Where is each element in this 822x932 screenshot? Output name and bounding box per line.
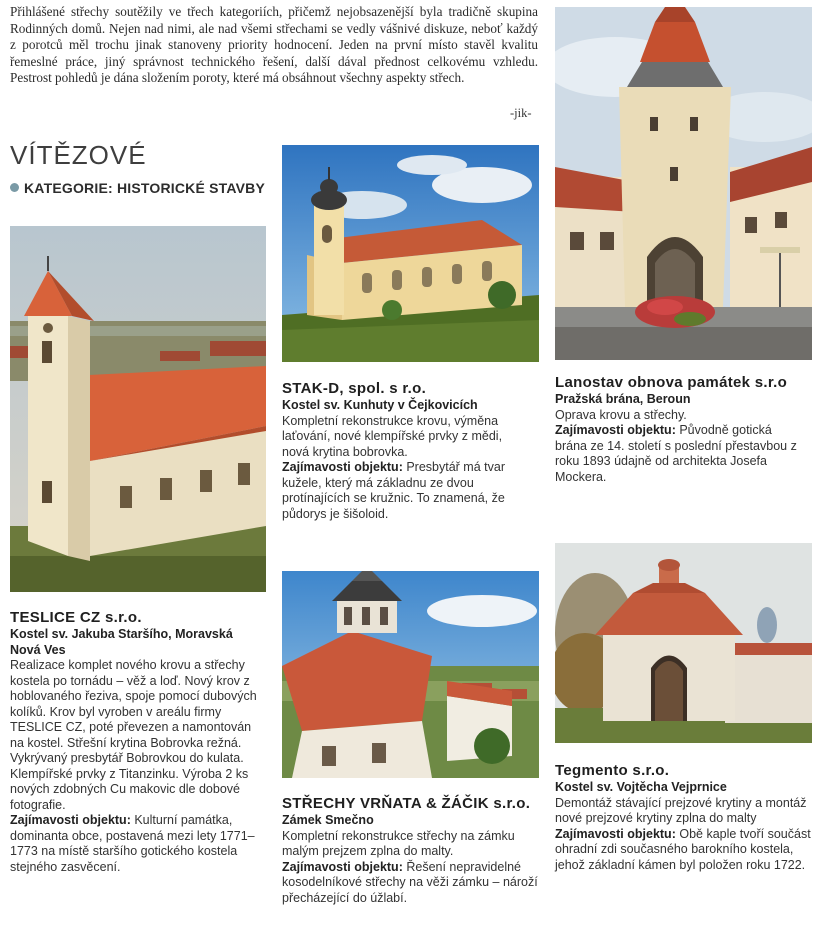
- photo-kostel-vejprnice: [555, 543, 812, 743]
- chapel-illustration: [555, 543, 812, 743]
- category-label: KATEGORIE: HISTORICKÉ STAVBY: [24, 180, 266, 196]
- interest-text: Původně gotická brána ze 14. století s poslední přestavbou z roku 1893 údajně od architekta Josefa Mockera.: [555, 423, 797, 484]
- interest-text: Obě kaple tvoří součást ohradní zdi současného barokního kostela, jehož základní kámen byl položen roku 1722.: [555, 826, 811, 872]
- company-name: Lanostav obnova památek s.r.o: [555, 374, 788, 391]
- description: Kompletní rekonstrukce krovu, výměna laťování, nové klempířské prvky z mědi, nová krytina bobrovka.: [282, 413, 503, 459]
- company-name: TESLICE CZ s.r.o.: [10, 609, 142, 626]
- interest-text: Kulturní památka, dominanta obce, postavená mezi lety 1771–1773 na místě staršího gotického kostela stejného zasvěcení.: [10, 813, 255, 874]
- description: Oprava krovu a střechy.: [555, 407, 687, 422]
- interest-text: Presbytář má tvar kužele, který má základnu ze dvou protínajících se kružnic. To znamená, že půdorys je šišoloid.: [282, 460, 505, 521]
- church-illustration: [10, 226, 266, 592]
- interest-paragraph: Zajímavosti objektu: Presbytář má tvar kužele, který má základnu ze dvou protínajících se kružnic. To znamená, že půdorys je šišoloid.: [282, 460, 505, 521]
- photo-prazska-brana-beroun: [555, 7, 812, 360]
- object-name: Pražská brána, Beroun: [555, 392, 691, 406]
- section-heading: VÍTĚZOVÉ: [10, 140, 147, 170]
- object-name: Zámek Smečno: [282, 813, 374, 827]
- gate-illustration: [555, 7, 812, 360]
- church-cejkovice-illustration: [282, 145, 539, 362]
- object-name: Kostel sv. Jakuba Staršího, Moravská Nová Ves: [10, 627, 233, 657]
- description: Realizace komplet nového krovu a střechy kostela po tornádu – věž a loď. Nový krov z hoblovaného řeziva, spoje pomocí dubových kolíků. Krov byl vyroben v areálu firmy TESLICE CZ, poté převezen a namontován na kostel. Střešní krytina Bobrovka režná. Vykrývaný presbytář Bobrovkou do kulata. Klempířské prvky z Titanzinku. Výroba 2 ks nových zdobných Cu makovic dle dobové fotografie.: [10, 658, 257, 812]
- description: Kompletní rekonstrukce střechy na zámku malým prejzem zplna do malty.: [282, 828, 515, 858]
- castle-illustration: [282, 571, 539, 778]
- company-name: Tegmento s.r.o.: [555, 762, 670, 779]
- interest-paragraph: Zajímavosti objektu: Původně gotická brána ze 14. století s poslední přestavbou z roku 1893 údajně od architekta Josefa Mockera.: [555, 423, 797, 484]
- interest-text: Řešení nepravidelné kosodelníkové střechy na věži zámku – nároží přecházející do úžlabí.: [282, 859, 538, 905]
- interest-paragraph: Zajímavosti objektu: Řešení nepravidelné kosodelníkové střechy na věži zámku – nároží přecházející do úžlabí.: [282, 859, 538, 905]
- object-name: Kostel sv. Kunhuty v Čejkovicích: [282, 398, 478, 412]
- entry-tegmento: [555, 762, 811, 873]
- category-heading: [10, 180, 265, 196]
- entry-teslice: [10, 609, 266, 875]
- entry-lanostav: [555, 374, 805, 485]
- entry-strechy-vrnata-zacik: [282, 795, 540, 906]
- object-name: Kostel sv. Vojtěcha Vejprnice: [555, 780, 727, 794]
- description: Demontáž stávající prejzové krytiny a montáž nové prejzové krytiny zplna do malty: [555, 795, 807, 825]
- intro-paragraph: Přihlášené střechy soutěžily ve třech kategoriích, přičemž nejobsazenější byla tradičně skupina Rodinných domů. Nejen nad nimi, ale nad všemi střechami se vedly vášnivé diskuze, neboť každý z porotců měl trochu jinak stanoveny priority hodnocení. Jeden na první místo stavěl kvalitu řemeslné práce, jiný správnost technického řešení, další dával přednost celkovému vzhledu. Pestrost pohledů je dána složením poroty, které má obsáhnout všechny aspekty střech.: [10, 4, 538, 86]
- company-name: STŘECHY VRŇATA & ŽÁČIK s.r.o.: [282, 795, 531, 812]
- photo-church-cejkovice: [282, 145, 539, 362]
- photo-zamek-smecno: [282, 571, 539, 778]
- bullet-icon: [10, 183, 19, 192]
- company-name: STAK-D, spol. s r.o.: [282, 380, 427, 397]
- interest-paragraph: Zajímavosti objektu: Kulturní památka, dominanta obce, postavená mezi lety 1771–1773 na místě staršího gotického kostela stejného zasvěcení.: [10, 813, 255, 874]
- interest-paragraph: Zajímavosti objektu: Obě kaple tvoří součást ohradní zdi současného barokního kostela, jehož základní kámen byl položen roku 1722.: [555, 826, 811, 872]
- author-signature: -jik-: [510, 106, 532, 120]
- entry-stak-d: [282, 380, 527, 522]
- photo-church-moravska-nova-ves: [10, 226, 266, 592]
